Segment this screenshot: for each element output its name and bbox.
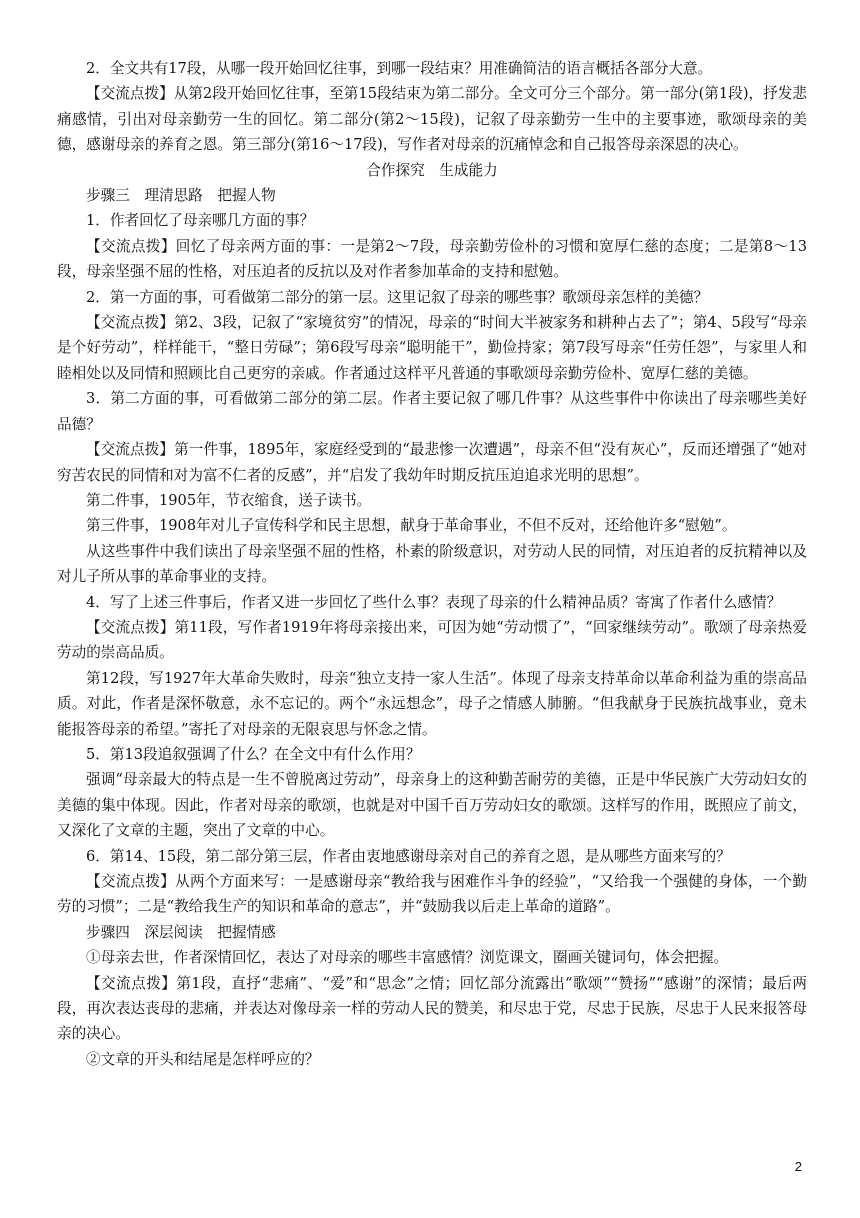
question-paragraph: 6．第14、15段，第二部分第三层，作者由衷地感谢母亲对自己的养育之恩，是从哪些方面来写的？: [86, 847, 731, 865]
answer-paragraph: 【交流点拨】从第2段开始回忆往事，至第15段结束为第二部分。全文可分三个部分。第一部分(第1段)，抒发悲痛感情，引出对母亲勤劳一生的回忆。第二部分(第2～15段)，记叙了母亲勤劳一生中的主要事迹，歌颂母亲的美德，感谢母亲的养育之恩。第三部分(第16～17段)，写作者对母亲的沉痛悼念和自己报答母亲深恩的决心。: [57, 85, 807, 154]
question-paragraph: 3．第二方面的事，可看做第二部分的第二层。作者主要记叙了哪几件事？从这些事件中你读出了母亲哪些美好品德？: [57, 390, 807, 433]
answer-paragraph: 【交流点拨】从两个方面来写：一是感谢母亲“教给我与困难作斗争的经验”，“又给我一个强健的身体，一个勤劳的习惯”；二是“教给我生产的知识和革命的意志”，并“鼓励我以后走上革命的道路”。: [57, 873, 807, 916]
body-paragraph: 第三件事，1908年对儿子宣传科学和民主思想，献身于革命事业，不但不反对，还给他许多“慰勉”。: [86, 517, 737, 535]
answer-paragraph: 【交流点拨】第11段，写作者1919年将母亲接出来，可因为她“劳动惯了”，“回家继续劳动”。歌颂了母亲热爱劳动的崇高品质。: [57, 618, 807, 662]
answer-paragraph: 【交流点拨】第一件事，1895年，家庭经受到的“最悲惨一次遭遇”，母亲不但“没有灰心”，反而还增强了“她对穷苦农民的同情和对为富不仁者的反感”，并“启发了我幼年时期反抗压迫追求光明的思想”。: [57, 441, 807, 484]
question-paragraph: 5．第13段追叙强调了什么？在全文中有什么作用？: [86, 745, 421, 763]
step-heading: 步骤三 理清思路 把握人物: [86, 187, 276, 205]
section-heading: 合作探究 生成能力: [366, 161, 498, 179]
answer-paragraph: 【交流点拨】回忆了母亲两方面的事：一是第2～7段，母亲勤劳俭朴的习惯和宽厚仁慈的态度；二是第8～13段，母亲坚强不屈的性格，对压迫者的反抗以及对作者参加革命的支持和慰勉。: [57, 237, 807, 281]
question-paragraph: 2．全文共有17段，从哪一段开始回忆往事，到哪一段结束？用准确简洁的语言概括各部分大意。: [86, 60, 713, 77]
question-paragraph: ②文章的开头和结尾是怎样呼应的？: [86, 1050, 320, 1068]
question-paragraph: ①母亲去世，作者深情回忆，表达了对母亲的哪些丰富感情？浏览课文，圈画关键词句，体会把握。: [86, 949, 729, 967]
page-content: [57, 56, 807, 1072]
answer-paragraph: 【交流点拨】第2、3段，记叙了“家境贫穷”的情况，母亲的“时间大半被家务和耕种占去了”；第4、5段写“母亲是个好劳动”，样样能干，“整日劳碌”；第6段写母亲“聪明能干”，勤俭持家；第7段写母亲“任劳任怨”，与家里人和睦相处以及同情和照顾比自己更穷的亲戚。作者通过这样平凡普通的事歌颂母亲勤劳俭朴、宽厚仁慈的美德。: [57, 314, 807, 382]
question-paragraph: 1．作者回忆了母亲哪几方面的事？: [86, 212, 315, 230]
page-number: 2: [794, 1159, 802, 1174]
body-paragraph: 第12段，写1927年大革命失败时，母亲“独立支持一家人生活”。体现了母亲支持革命以革命利益为重的崇高品质。对此，作者是深怀敬意，永不忘记的。两个“永远想念”，母子之情感人肺腑。“但我献身于民族抗战事业，竟未能报答母亲的希望。”寄托了对母亲的无限哀思与怀念之情。: [57, 669, 807, 738]
body-paragraph: 从这些事件中我们读出了母亲坚强不屈的性格，朴素的阶级意识，对劳动人民的同情，对压迫者的反抗精神以及对儿子所从事的革命事业的支持。: [57, 542, 807, 586]
body-paragraph: 强调“母亲最大的特点是一生不曾脱离过劳动”，母亲身上的这种勤苦耐劳的美德，正是中华民族广大劳动妇女的美德的集中体现。因此，作者对母亲的歌颂，也就是对中国千百万劳动妇女的歌颂。这样写的作用，既照应了前文，又深化了文章的主题，突出了文章的中心。: [57, 771, 807, 840]
question-paragraph: 2．第一方面的事，可看做第二部分的第一层。这里记叙了母亲的哪些事？歌颂母亲怎样的美德？: [86, 288, 709, 306]
body-paragraph: 第二件事，1905年，节衣缩食，送子读书。: [86, 491, 372, 509]
answer-paragraph: 【交流点拨】第1段，直抒“悲痛”、“爱”和“思念”之情；回忆部分流露出“歌颂”“赞扬”“感谢”的深情；最后两段，再次表达丧母的悲痛，并表达对像母亲一样的劳动人民的赞美，和尽忠于党，尽忠于民族，尽忠于人民来报答母亲的决心。: [57, 974, 807, 1043]
question-paragraph: 4．写了上述三件事后，作者又进一步回忆了些什么事？表现了母亲的什么精神品质？寄寓了作者什么感情？: [86, 593, 782, 611]
step-heading: 步骤四 深层阅读 把握情感: [86, 923, 276, 941]
